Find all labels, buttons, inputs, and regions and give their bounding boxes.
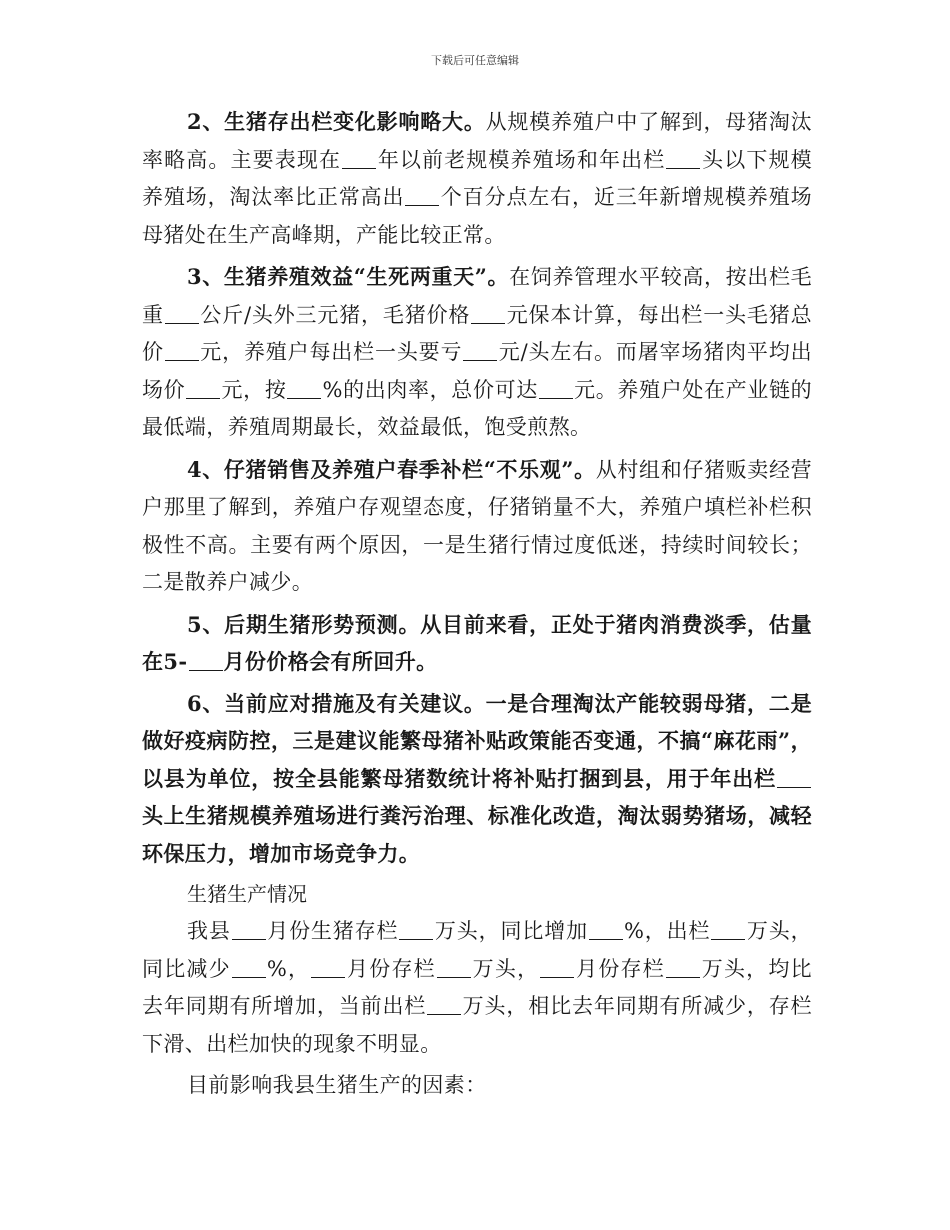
- text-run: 个百分点左右，近三年新增规模养殖场母猪处在生产高峰期，产能比较正常。: [142, 185, 812, 247]
- blank-line: [539, 377, 573, 399]
- blank-line: [287, 377, 321, 399]
- document-body: [142, 103, 812, 1109]
- text-run: 元保本计算，每出栏一头毛猪总价: [142, 302, 812, 364]
- text-run: 月份存栏: [346, 956, 436, 981]
- blank-line: [232, 956, 266, 978]
- blank-line: [471, 302, 505, 324]
- blank-line: [711, 918, 745, 940]
- text-run: 头以下规模养殖场，淘汰率比正常高出: [142, 147, 812, 209]
- text-run: %，: [266, 956, 311, 981]
- item-heading: 4、仔猪销售及养殖户春季补栏“不乐观”。: [187, 456, 596, 482]
- blank-line: [165, 302, 199, 324]
- item-heading: 3、生猪养殖效益“生死两重天”。: [187, 264, 510, 289]
- text-run: 月份价格会有所回升。: [223, 649, 438, 674]
- text-run: 年以前老规模养殖场和年出栏: [377, 147, 666, 172]
- text-run: 6、当前应对措施及有关建议。一是合理淘汰产能较弱母猪，二是做好疫病防控，三是建议能繁母猪补贴政策能否变通，不搞“麻花雨”，以县为单位，按全县能繁母猪数统计将补贴打捆到县，用于年出栏: [142, 690, 812, 791]
- paragraph-item-4: [142, 451, 812, 602]
- paragraph-item-6: [142, 685, 812, 873]
- text-run: 公斤/头外三元猪，毛猪价格: [199, 302, 471, 327]
- blank-line: [777, 766, 811, 788]
- paragraph-item-3: [142, 258, 812, 447]
- text-run: 元。养殖户处在产业链的最低端，养殖周期最长，效益最低，饱受煎熬。: [142, 377, 812, 439]
- paragraph-item-2: [142, 103, 812, 254]
- text-run: 从规模养殖户中了解到，母猪淘汰率略高。主要表现在: [142, 110, 812, 172]
- text-run: 在饲养管理水平较高，按出栏毛重: [142, 265, 812, 327]
- blank-line: [666, 147, 700, 169]
- blank-line: [232, 918, 266, 940]
- blank-line: [311, 956, 345, 978]
- text-run: 元，按: [221, 377, 287, 402]
- text-run: 5、后期生猪形势预测。从目前来看，正处于猪肉消费淡季，估量在5-: [142, 611, 812, 674]
- text-run: 万头，同比增加: [434, 919, 588, 943]
- blank-line: [540, 956, 574, 978]
- blank-line: [405, 184, 439, 206]
- blank-line: [427, 993, 461, 1015]
- page-header: 下载后可任意编辑: [431, 54, 519, 67]
- text-run: 从村组和仔猪贩卖经营户那里了解到，养殖户存观望态度，仔猪销量不大，养殖户填栏补栏积极性不高。主要有两个原因，一是生猪行情过度低迷，持续时间较长；二是散养户减少。: [142, 457, 812, 594]
- paragraph-factors: 目前影响我县生猪生产的因素：: [187, 1073, 487, 1097]
- text-run: 万头，均比去年同期有所增加，当前出栏: [142, 956, 812, 1018]
- text-run: %的出肉率，总价可达: [322, 377, 538, 402]
- blank-line: [189, 649, 223, 671]
- blank-line: [399, 918, 433, 940]
- paragraph-production: [142, 913, 812, 1063]
- paragraph-item-5: [142, 606, 812, 681]
- blank-line: [165, 339, 199, 361]
- text-run: 月份存栏: [575, 956, 665, 981]
- text-run: %，出栏: [623, 919, 711, 943]
- section-title: 生猪生产情况: [187, 882, 307, 906]
- text-run: 月份生猪存栏: [266, 919, 399, 943]
- blank-line: [186, 377, 220, 399]
- blank-line: [589, 918, 623, 940]
- text-run: 万头，: [471, 956, 540, 981]
- blank-line: [342, 147, 376, 169]
- text-run: 我县: [187, 919, 231, 943]
- item-heading: 2、生猪存出栏变化影响略大。: [187, 109, 486, 134]
- text-run: 万头，同比减少: [142, 919, 812, 981]
- text-run: 元，养殖户每出栏一头要亏: [199, 340, 463, 364]
- text-run: 万头，相比去年同期有所减少，存栏下滑、出栏加快的现象不明显。: [142, 994, 812, 1056]
- text-run: 头上生猪规模养殖场进行粪污治理、标准化改造，淘汰弱势猪场，减轻环保压力，增加市场竞争力。: [142, 803, 812, 866]
- blank-line: [437, 956, 471, 978]
- blank-line: [463, 339, 497, 361]
- text-run: 元/头左右。而屠宰场猪肉平均出场价: [142, 340, 812, 402]
- blank-line: [666, 956, 700, 978]
